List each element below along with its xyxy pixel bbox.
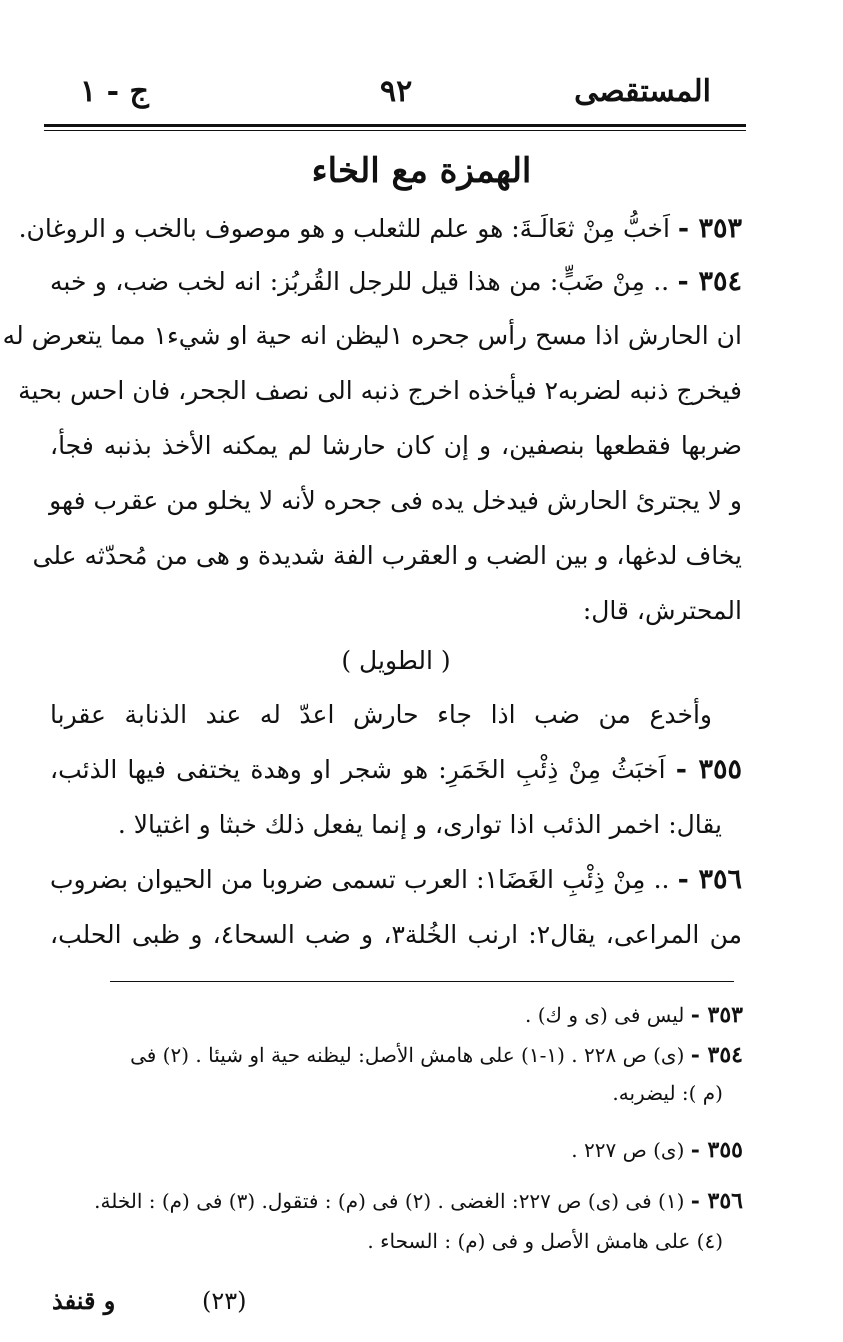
entry-number: ٣٥٣ - [677,213,742,244]
body-line [50,861,742,899]
entry-text: فيخرج ذنبه لضربه٢ فيأخذه اخرج ذنبه الى نصف الجحر، فان احس بحية [18,376,742,405]
body-line [50,806,742,844]
footnote-text: (١) فى (ى) ص ٢٢٧: الغضى . (٢) فى (م) : فتقول. (٣) فى (م) : الخلة. [94,1189,685,1213]
entry-text: ضربها فقطعها بنصفين، و إن كان حارشا لم يمكنه الأخذ بذنبه فجأ، [50,431,742,460]
section-title: الهمزة مع الخاء [311,151,532,191]
verse-line [50,696,742,734]
body-line [50,482,742,520]
footnote-line [51,1040,743,1070]
footnote-text: (ى) ص ٢٢٧ . [571,1138,685,1162]
verse-text: وأخدع من ضب اذا جاء حارش اعدّ له عند الذنابة عقربا [50,700,712,729]
entry-text: .. مِنْ ذِئْبِ الغَضَا١: العرب تسمى ضروبا من الحيوان بضروب [50,865,670,894]
page-number: ٩٢ [380,74,413,109]
header-rule-thick [44,124,746,127]
body-line [18,210,742,248]
body-line [50,427,742,465]
entry-text: يقال: اخمر الذئب اذا توارى، و إنما يفعل ذلك خبثا و اغتيالا . [117,810,722,839]
footnote-line [31,1226,723,1256]
meter-label: ( الطويل ) [341,646,451,675]
entry-number: ٣٥٤ - [677,266,742,297]
footnote-text: ليس فى (ى و ك) . [524,1003,685,1027]
entry-text: المحترش، قال: [582,596,742,625]
footnote-line [51,1135,743,1165]
volume-label: ج - ١ [80,74,149,109]
footnote-number: ٣٥٥ - [690,1137,743,1163]
entry-number: ٣٥٦ - [677,864,743,895]
body-line [50,592,742,630]
entry-number: ٣٥٥ - [675,754,742,785]
entry-text: اَخبَثُ مِنْ ذِئْبِ الخَمَرِ: هو شجر او وهدة يختفى فيها الذئب، [50,755,666,784]
entry-text: ان الحارش اذا مسح رأس جحره ١ليظن انه حية او شيء١ مما يتعرض له [2,321,742,350]
entry-text: يخاف لدغها، و بين الضب و العقرب الفة شديدة و هى من مُحدّثه على [32,541,742,570]
entry-text: من المراعى، يقال٢: ارنب الخُلة٣، و ضب السحا٤، و ظبى الحلب، [50,920,742,949]
footnote-rule [110,981,734,982]
footnote-text: (ى) ص ٢٢٨ . (١-١) على هامش الأصل: ليظنه حية او شيئا . (٢) فى [130,1043,685,1067]
catchword: و قنفذ [52,1286,116,1315]
signature-mark: (٢٣) [202,1287,247,1315]
footnote-line [51,1186,743,1216]
body-line [18,372,742,410]
body-line [2,317,742,355]
body-line [50,916,742,954]
body-line [50,751,742,789]
footnote-text: (٤) على هامش الأصل و فى (م) : السحاء . [367,1229,723,1253]
entry-text: و لا يجترئ الحارش فيدخل يده فى جحره لأنه لا يخلو من عقرب فهو [49,486,742,515]
running-header-title: المستقصى [574,74,711,109]
footnote-line [31,1078,723,1108]
footnote-text: (م ): ليضربه. [612,1081,723,1105]
header-rule-thin [44,130,746,131]
entry-text: .. مِنْ ضَبٍّ: من هذا قيل للرجل القُربُز: انه لخب ضب، و خبه [50,267,670,296]
entry-text: اَخبُّ مِنْ ثعَالَـةَ: هو علم للثعلب و هو موصوف بالخب و الروغان. [18,214,670,243]
footnote-number: ٣٥٦ - [690,1188,743,1214]
footnote-number: ٣٥٤ - [690,1042,743,1068]
body-line [50,263,742,301]
footnote-number: ٣٥٣ - [690,1002,743,1028]
body-line [32,537,742,575]
footnote-line [51,1000,743,1030]
